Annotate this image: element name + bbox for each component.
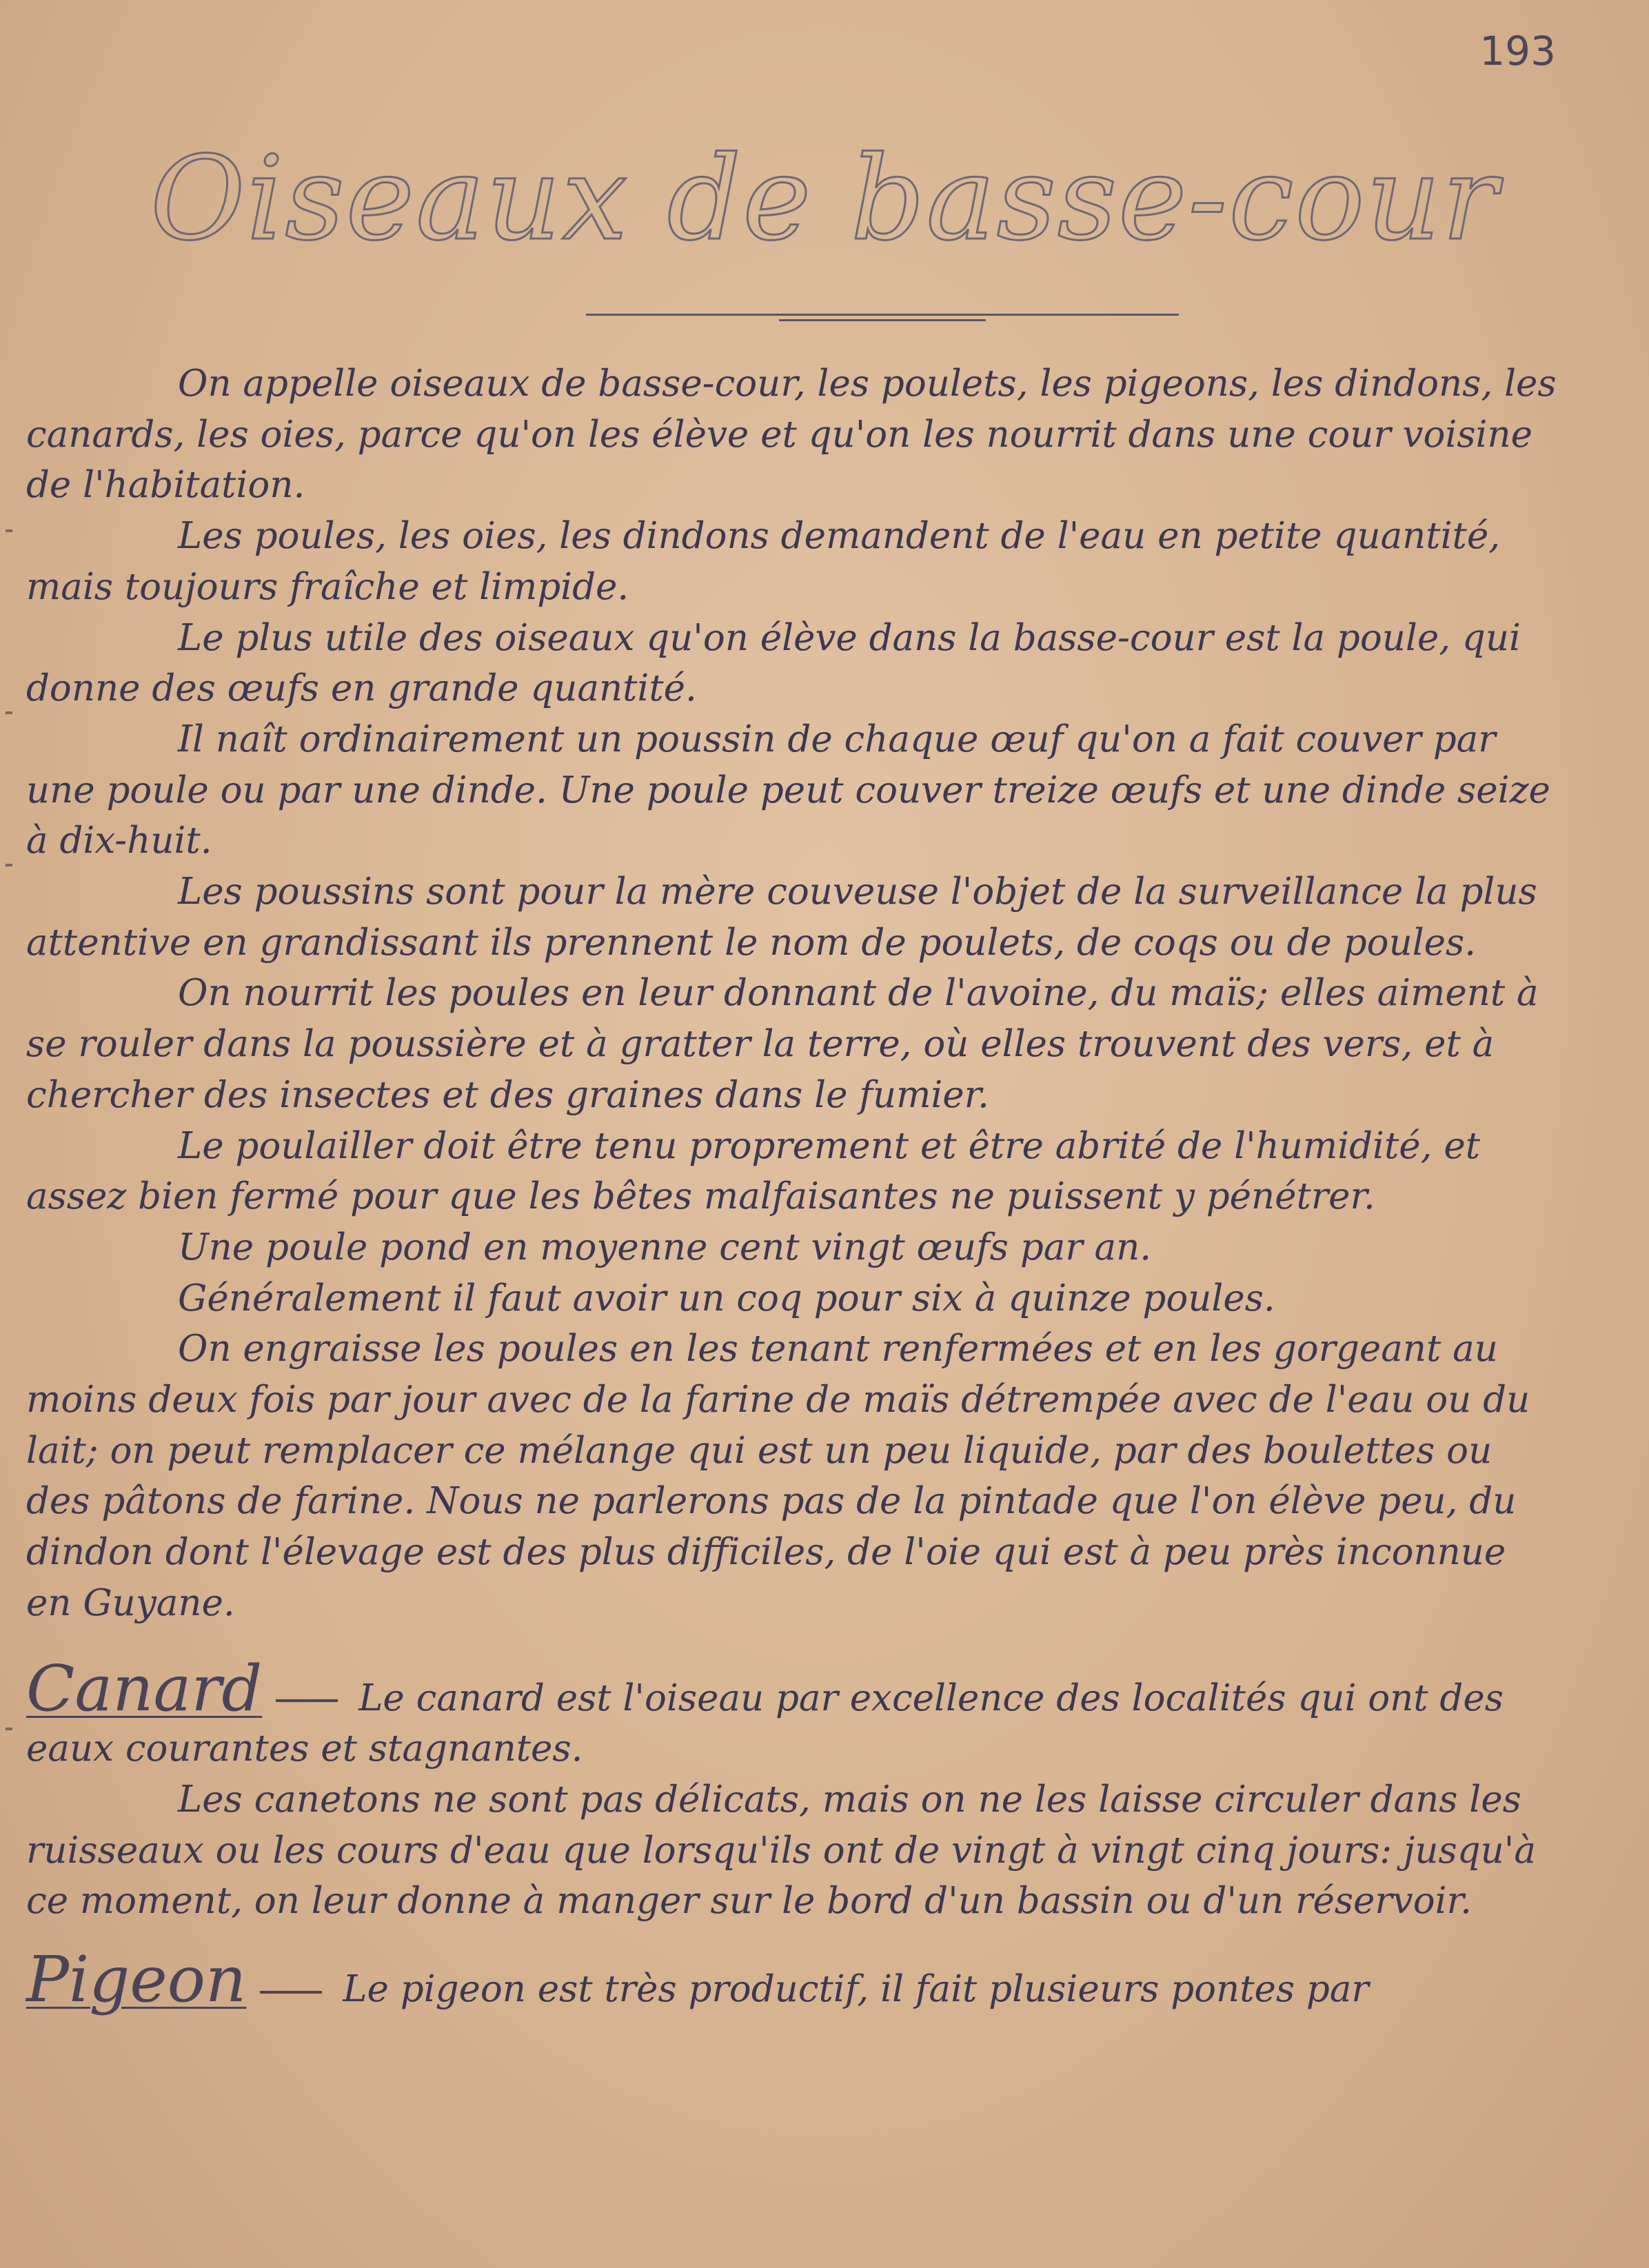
page-title: Oiseaux de basse-cour	[150, 131, 1499, 266]
paragraph: Le poulailler doit être tenu proprement et être abrité de l'humidité, et assez bien fermé pour que les bêtes malfaisantes ne puissent y pénétrer.	[26, 1124, 1481, 1218]
canard-intro	[26, 1651, 1557, 1774]
section-heading-canard: Canard	[26, 1651, 263, 1725]
section-canard	[26, 1651, 1557, 1927]
paragraph: On nourrit les poules en leur donnant de l'avoine, du maïs; elles aiment à se rouler dans la poussière et à gratter la terre, où elles trouvent des vers, et à chercher des insectes et des graines dans le fumier.	[26, 972, 1539, 1116]
margin-mark	[6, 1728, 12, 1730]
margin-mark	[6, 711, 12, 714]
title-underline-short	[779, 319, 986, 321]
heading-dash	[260, 1991, 322, 1994]
body-text	[26, 358, 1557, 2015]
title-underline	[586, 314, 1179, 322]
margin-mark	[6, 529, 12, 532]
title-underline-long	[586, 314, 1179, 316]
canard-text: Le canard est l'oiseau par excellence des localités qui ont des eaux courantes et stagnantes.	[26, 1677, 1504, 1770]
paragraph: Le plus utile des oiseaux qu'on élève dans la basse-cour est la poule, qui donne des œufs en grande quantité.	[26, 616, 1521, 710]
section-pigeon	[26, 1943, 1557, 2017]
heading-dash	[276, 1699, 338, 1702]
paragraph: Une poule pond en moyenne cent vingt œufs par an.	[178, 1226, 1152, 1268]
paragraph: On engraisse les poules en les tenant renfermées et en les gorgeant au moins deux fois par jour avec de la farine de maïs détrempée avec de l'eau ou du lait; on peut remplacer ce mélange qui est un peu liquide, par des boulettes ou des pâtons de farine. Nous ne parlerons pas de la pintade que l'on élève peu, du dindon dont l'élevage est des plus difficiles, de l'oie qui est à peu près inconnue en Guyane.	[26, 1328, 1530, 1624]
paragraph: Les poussins sont pour la mère couveuse l'objet de la surveillance la plus attentive en grandissant ils prennent le nom de poulets, de coqs ou de poules.	[26, 871, 1537, 964]
section-heading-pigeon: Pigeon	[26, 1943, 247, 2017]
paragraph: On appelle oiseaux de basse-cour, les poulets, les pigeons, les dindons, les canards, les oies, parce qu'on les élève et qu'on les nourrit dans une cour voisine de l'habitation.	[26, 363, 1557, 507]
pigeon-intro	[26, 1943, 1557, 2017]
paragraph: Il naît ordinairement un poussin de chaque œuf qu'on a fait couver par une poule ou par une dinde. Une poule peut couver treize œufs et une dinde seize à dix-huit.	[26, 718, 1550, 862]
pigeon-text: Le pigeon est très productif, il fait plusieurs pontes par	[343, 1968, 1369, 2011]
paragraph: Les poules, les oies, les dindons demandent de l'eau en petite quantité, mais toujours fraîche et limpide.	[26, 515, 1501, 608]
paragraph: Généralement il faut avoir un coq pour six à quinze poules.	[178, 1277, 1275, 1319]
page-number: 193	[1479, 28, 1556, 74]
paragraph: Les canetons ne sont pas délicats, mais on ne les laisse circuler dans les ruisseaux ou les cours d'eau que lorsqu'ils ont de vingt à vingt cinq jours: jusqu'à ce moment, on leur donne à manger sur le bord d'un bassin ou d'un réservoir.	[26, 1778, 1536, 1923]
margin-mark	[6, 864, 12, 867]
